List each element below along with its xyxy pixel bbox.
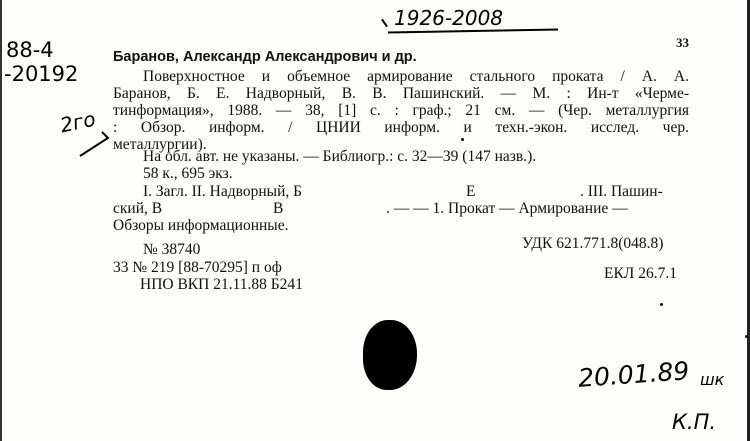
- bibliography-note: На обл. авт. не указаны. — Библиогр.: с. 32—39 (147 назв.).: [143, 148, 537, 165]
- title-line-5: металлургии).: [113, 136, 207, 153]
- handwritten-initials: К.П.: [672, 410, 717, 434]
- handwritten-top-number: 1926-2008: [394, 6, 504, 30]
- index-line-2-right: . — — 1. Прокат — Армирование —: [386, 200, 628, 217]
- order-line: 33 № 219 [88-70295] п оф: [113, 259, 282, 276]
- title-line-1: Поверхностное и объемное армирование стального проката / А. А.: [143, 68, 689, 85]
- printer-line: НПО ВКП 21.11.88 Б241: [140, 276, 303, 293]
- index-line-2-mid: В: [273, 200, 284, 217]
- handwritten-arrow: [78, 126, 112, 160]
- index-line-1-left: I. Загл. II. Надворный, Б: [143, 183, 303, 200]
- index-line-1-right: . III. Пашин-: [580, 183, 663, 200]
- handwritten-left-number: -20192: [4, 62, 79, 86]
- speck: [660, 303, 663, 306]
- card-punch-hole: [363, 320, 417, 390]
- index-line-2-left: ский, В: [113, 200, 163, 217]
- ekl-code: ЕКЛ 26.7.1: [604, 265, 677, 282]
- page-number: 33: [676, 35, 689, 50]
- speck: [461, 138, 464, 141]
- index-line-3: Обзоры информационные.: [113, 217, 289, 234]
- copies-note: 58 к., 695 экз.: [143, 165, 233, 182]
- record-number: № 38740: [143, 241, 201, 258]
- handwritten-left-mark: 2го: [57, 106, 98, 138]
- speck: [745, 335, 748, 338]
- index-line-1-mid: Е: [466, 183, 476, 200]
- handwritten-date: 20.01.89: [577, 356, 691, 393]
- handwritten-tick: [381, 19, 388, 28]
- handwritten-date-suffix: шк: [700, 370, 725, 389]
- card-left-edge: [0, 0, 2, 441]
- title-line-3: тинформация», 1988. — 38, [1] с. : граф.; 21 см. — (Чер. металлургия: [113, 102, 689, 119]
- udc-code: УДК 621.771.8(048.8): [522, 235, 664, 252]
- title-line-4: : Обзор. информ. / ЦНИИ информ. и техн.-экон. исслед. чер.: [113, 119, 689, 136]
- handwritten-left-code: 88-4: [6, 38, 54, 62]
- author-heading: Баранов, Александр Александрович и др.: [113, 49, 417, 65]
- title-line-2: Баранов, Б. Е. Надворный, В. В. Пашинский. — М. : Ин-т «Черме-: [113, 85, 689, 102]
